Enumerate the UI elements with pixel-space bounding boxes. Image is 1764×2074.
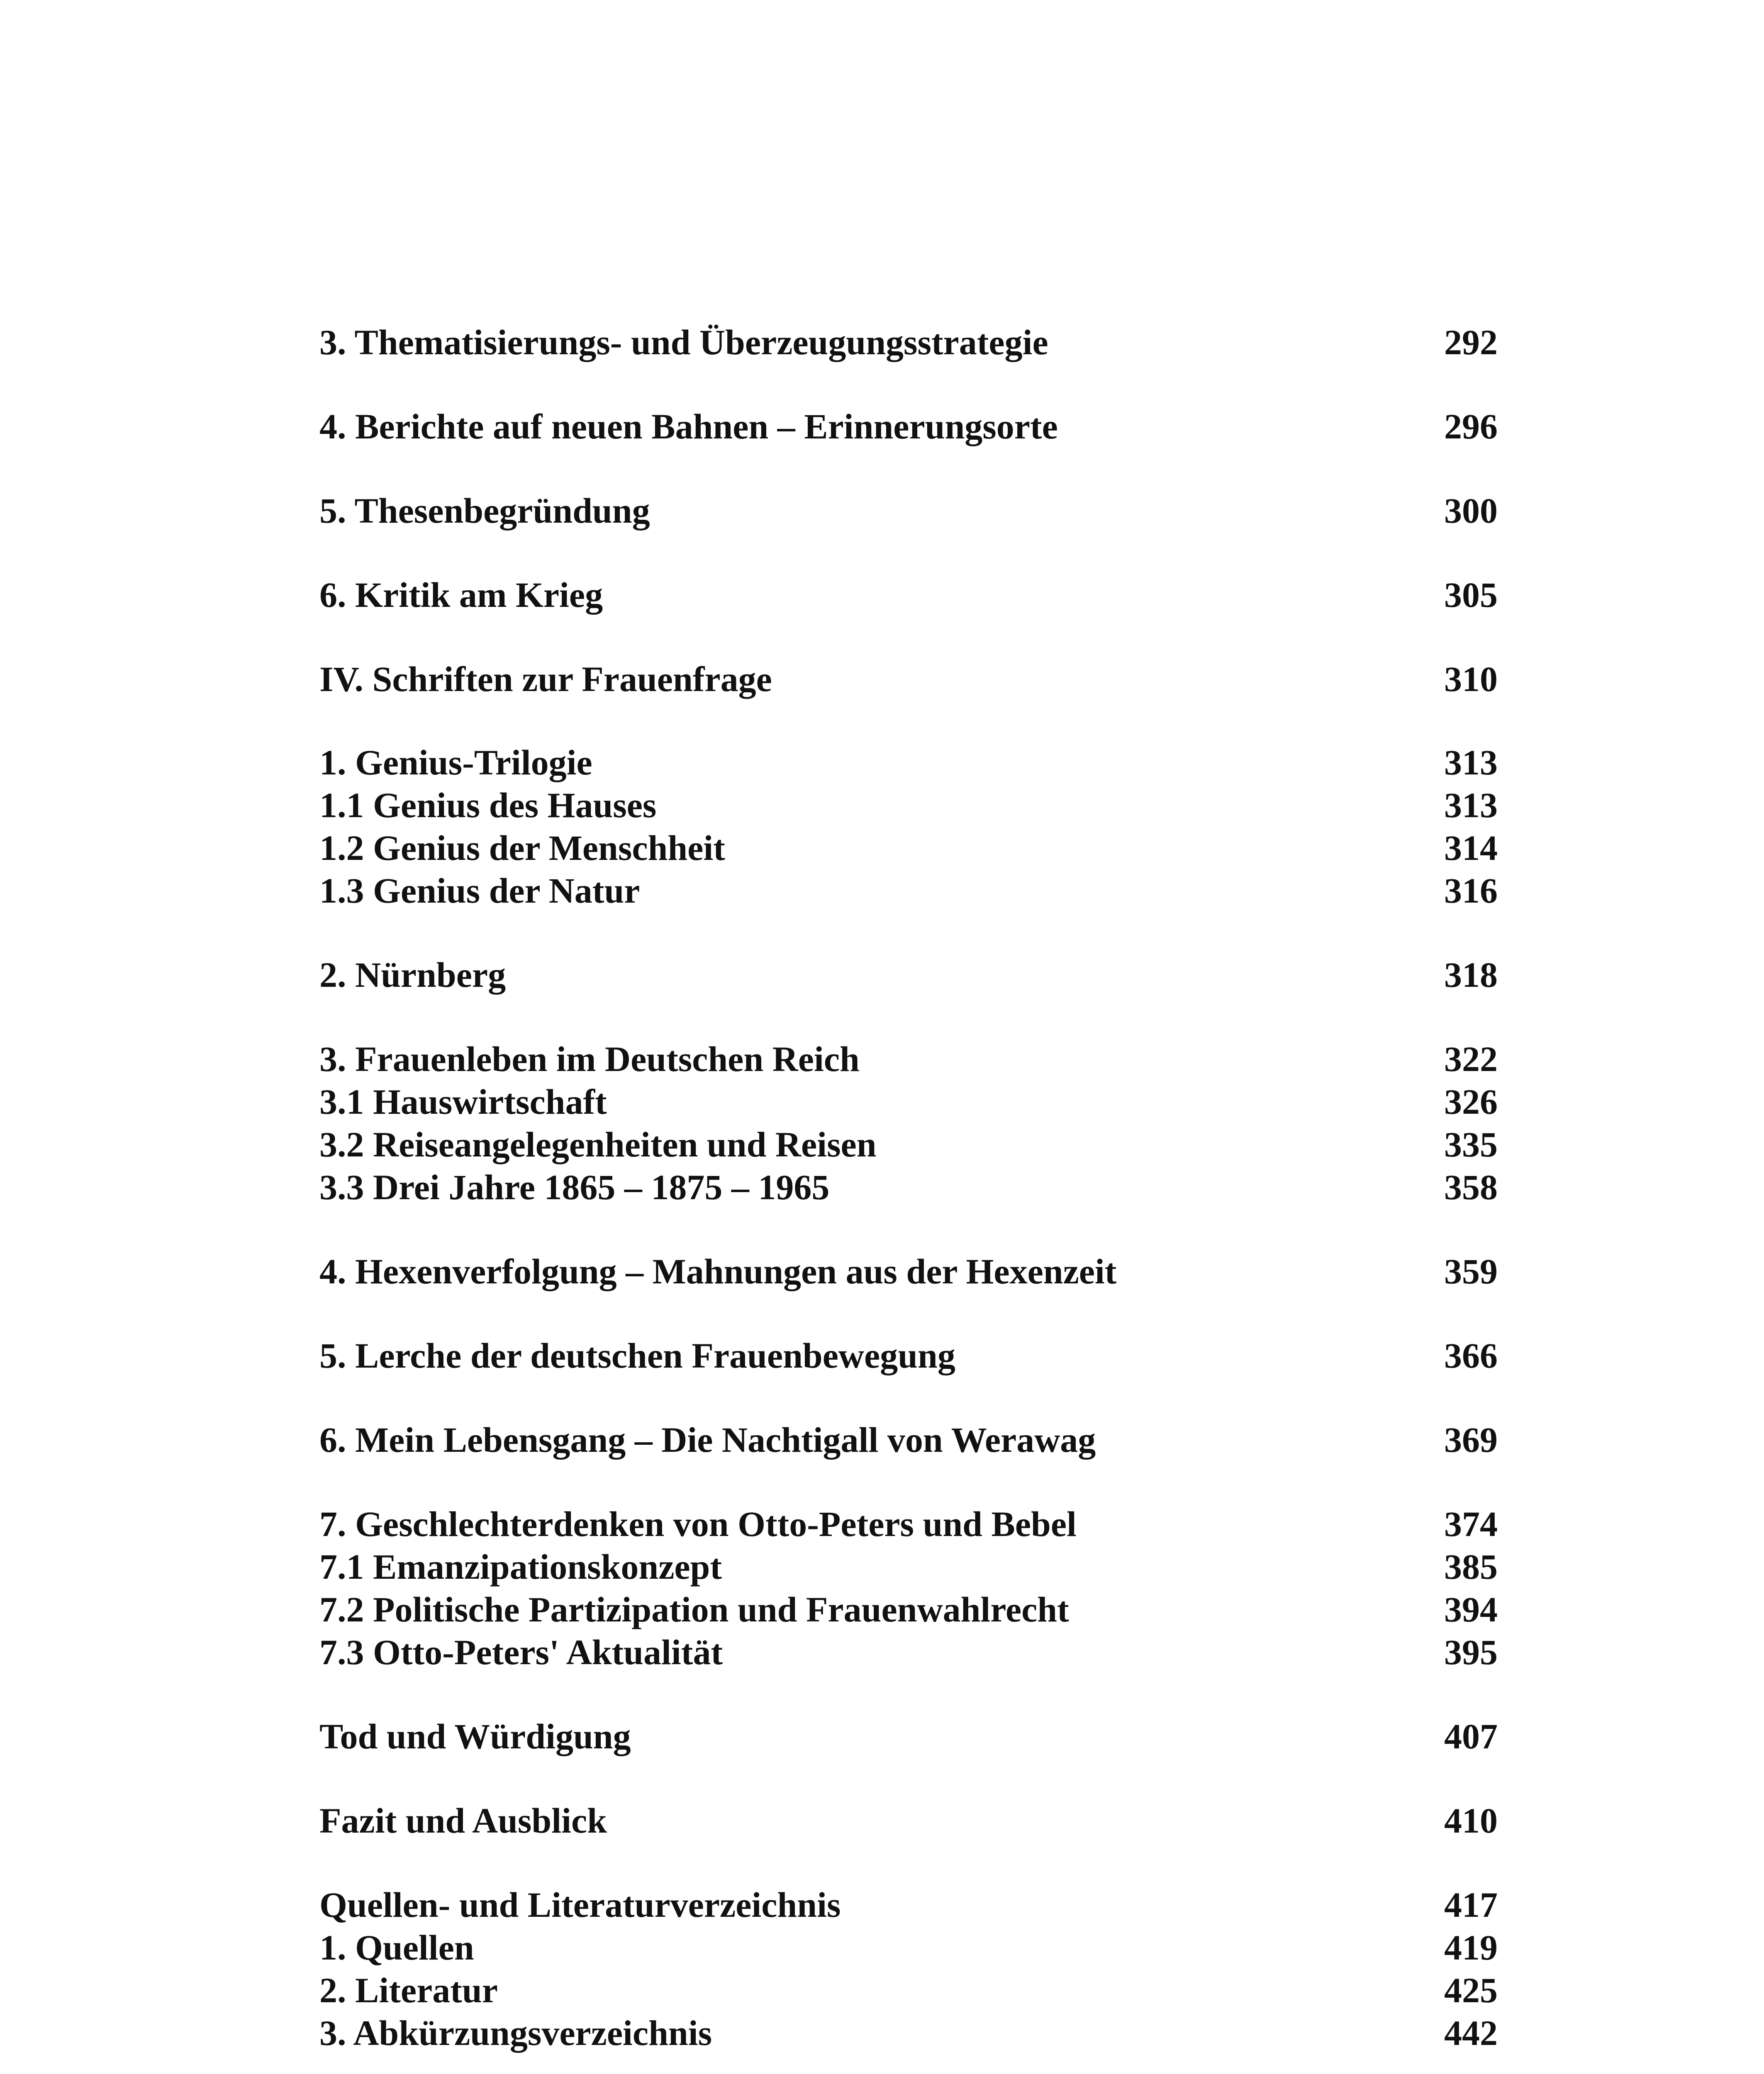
toc-entry <box>319 1079 1498 1125</box>
toc-entry <box>319 656 1498 702</box>
toc-entry-title: 3. Frauenleben im Deutschen Reich <box>319 1039 860 1079</box>
toc-entry-page: 292 <box>1444 322 1498 362</box>
toc-entry-title: 1.1 Genius des Hauses <box>319 785 657 825</box>
toc-entry-page: 313 <box>1444 742 1498 782</box>
toc-entry <box>319 1798 1498 1843</box>
toc-entry-title: 2. Literatur <box>319 1970 498 2010</box>
toc-entry <box>319 1417 1498 1463</box>
toc-entry-page: 318 <box>1444 955 1498 995</box>
toc-entry <box>319 1249 1498 1294</box>
toc-entry-title: 1.3 Genius der Natur <box>319 871 640 910</box>
toc-entry-page: 394 <box>1444 1590 1498 1629</box>
toc-entry-title: 3. Abkürzungsverzeichnis <box>319 2013 712 2053</box>
toc-entry <box>319 782 1498 828</box>
toc-entry-page: 310 <box>1444 659 1498 699</box>
toc-entry <box>319 1882 1498 1928</box>
toc-entry-title: 3. Thematisierungs- und Überzeugungsstrategie <box>319 322 1048 362</box>
toc-entry-page: 313 <box>1444 785 1498 825</box>
toc-entry <box>319 1036 1498 1082</box>
toc-entry-title: 5. Thesenbegründung <box>319 491 650 531</box>
toc-entry-title: 2. Nürnberg <box>319 955 506 995</box>
toc-entry <box>319 1501 1498 1547</box>
toc-entry-title: 6. Kritik am Krieg <box>319 575 603 615</box>
toc-entry-title: 7.3 Otto-Peters' Aktualität <box>319 1632 723 1672</box>
toc-entry-page: 326 <box>1444 1082 1498 1122</box>
toc-entry-page: 296 <box>1444 407 1498 446</box>
toc-entry <box>319 868 1498 913</box>
toc-entry <box>319 1587 1498 1632</box>
toc-entry-title: 6. Mein Lebensgang – Die Nachtigall von Werawag <box>319 1420 1096 1460</box>
toc-entry-title: 1. Quellen <box>319 1928 474 1967</box>
toc-entry <box>319 1925 1498 1970</box>
toc-entry <box>319 572 1498 618</box>
toc-entry-page: 410 <box>1444 1801 1498 1840</box>
toc-entry-page: 425 <box>1444 1970 1498 2010</box>
toc-entry-title: 1. Genius-Trilogie <box>319 742 592 782</box>
toc-entry-title: 7.1 Emanzipationskonzept <box>319 1547 722 1587</box>
toc-entry <box>319 740 1498 785</box>
toc-entry-page: 314 <box>1444 828 1498 868</box>
toc-entry <box>319 1544 1498 1590</box>
toc-entry-title: Tod und Würdigung <box>319 1716 631 1756</box>
toc-entry <box>319 1164 1498 1210</box>
toc-entry <box>319 404 1498 449</box>
toc-entry-page: 366 <box>1444 1336 1498 1375</box>
toc-entry-page: 419 <box>1444 1928 1498 1967</box>
toc-entry <box>319 825 1498 871</box>
toc-entry-title: 1.2 Genius der Menschheit <box>319 828 725 868</box>
toc-entry-title: 7.2 Politische Partizipation und Frauenwahlrecht <box>319 1590 1069 1629</box>
toc-entry-page: 369 <box>1444 1420 1498 1460</box>
toc-entry <box>319 1333 1498 1378</box>
toc-entry-page: 374 <box>1444 1504 1498 1544</box>
toc-entry-title: 7. Geschlechterdenken von Otto-Peters und Bebel <box>319 1504 1077 1544</box>
toc-entry <box>319 1714 1498 1759</box>
toc-entry-title: IV. Schriften zur Frauenfrage <box>319 659 772 699</box>
toc-entry-title: Quellen- und Literaturverzeichnis <box>319 1885 841 1925</box>
toc-entry <box>319 952 1498 998</box>
toc-entry-page: 300 <box>1444 491 1498 531</box>
toc-entry <box>319 319 1498 365</box>
toc-entry-title: 3.1 Hauswirtschaft <box>319 1082 607 1122</box>
toc-entry-page: 407 <box>1444 1716 1498 1756</box>
toc-entry-page: 358 <box>1444 1167 1498 1207</box>
toc-entry <box>319 1967 1498 2013</box>
toc-entry-title: 3.3 Drei Jahre 1865 – 1875 – 1965 <box>319 1167 830 1207</box>
toc-entry-title: 5. Lerche der deutschen Frauenbewegung <box>319 1336 955 1375</box>
toc-entry-page: 442 <box>1444 2013 1498 2053</box>
toc-entry-page: 417 <box>1444 1885 1498 1925</box>
toc-entry-title: Fazit und Ausblick <box>319 1801 607 1840</box>
toc-entry <box>319 1122 1498 1167</box>
toc-entry <box>319 2010 1498 2056</box>
toc-entry-page: 322 <box>1444 1039 1498 1079</box>
toc-entry <box>319 488 1498 533</box>
toc-entry <box>319 1629 1498 1675</box>
toc-entry-page: 395 <box>1444 1632 1498 1672</box>
toc-entry-page: 359 <box>1444 1251 1498 1291</box>
toc-entry-page: 385 <box>1444 1547 1498 1587</box>
toc-entry-page: 335 <box>1444 1125 1498 1164</box>
toc-entry-title: 4. Hexenverfolgung – Mahnungen aus der Hexenzeit <box>319 1251 1117 1291</box>
toc-entry-title: 3.2 Reiseangelegenheiten und Reisen <box>319 1125 877 1164</box>
toc-entry-page: 305 <box>1444 575 1498 615</box>
toc-entry-page: 316 <box>1444 871 1498 910</box>
toc-entry-title: 4. Berichte auf neuen Bahnen – Erinnerungsorte <box>319 407 1058 446</box>
